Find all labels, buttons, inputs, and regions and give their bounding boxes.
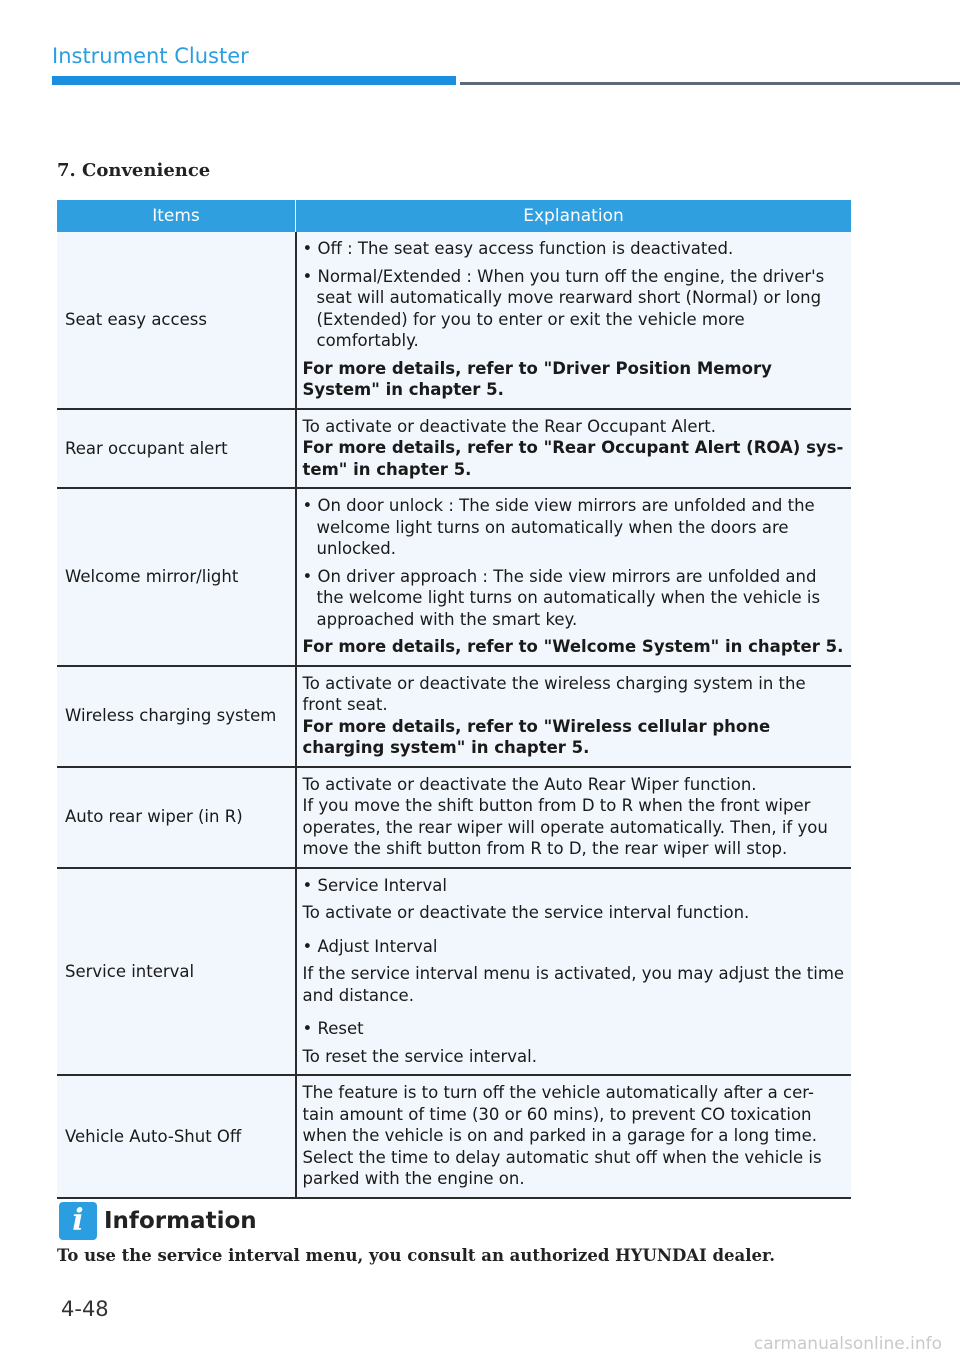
info-title: Information	[104, 1208, 257, 1234]
explanation-text: To activate or deactivate the Auto Rear Wiper function.	[302, 774, 757, 794]
bullet-item: • Adjust Interval	[303, 936, 846, 958]
reference-note: For more details, refer to "Driver Position Memory System" in chapter 5.	[302, 358, 772, 399]
info-icon: i	[59, 1202, 97, 1240]
row-explanation	[296, 666, 852, 767]
row-item-name: Vehicle Auto-Shut Off	[57, 1075, 296, 1198]
table-row	[57, 409, 851, 489]
explanation-text: If the service interval menu is activated, you may adjust the time and distance.	[302, 964, 845, 1005]
row-item-name: Wireless charging system	[57, 666, 296, 767]
table-row	[57, 1075, 851, 1198]
bullet-item: • On door unlock : The side view mirrors are unfolded and the welcome light turns on automatically when the doors are unlocked.	[303, 495, 846, 560]
row-explanation	[296, 1075, 852, 1198]
row-item-name: Seat easy access	[57, 232, 296, 409]
explanation-text: To activate or deactivate the Rear Occupant Alert.	[302, 416, 717, 436]
row-explanation	[296, 232, 852, 409]
convenience-table	[57, 200, 851, 1199]
explanation-text: If you move the shift button from D to R when the front wiper operates, the rear wiper will operate automatically. Then, if you move the shift button from R to D, the rear wiper will stop.	[302, 796, 828, 858]
explanation-text: The feature is to turn off the vehicle automatically after a cer-tain amount of time (30 or 60 mins), to prevent CO toxication when the vehicle is on and parked in a garage for a long time. Select the time to delay automatic shut off when the vehicle is parked with the engine on.	[302, 1083, 822, 1188]
bullet-item: • Off : The seat easy access function is deactivated.	[303, 238, 846, 260]
table-row	[57, 232, 851, 409]
row-item-name: Service interval	[57, 868, 296, 1076]
bullet-item: • Service Interval	[303, 875, 846, 897]
row-explanation	[296, 868, 852, 1076]
column-header-items: Items	[57, 200, 296, 232]
table-row	[57, 666, 851, 767]
header-accent-bar	[52, 76, 456, 85]
row-item-name: Auto rear wiper (in R)	[57, 767, 296, 868]
row-explanation	[296, 409, 852, 489]
info-text: To use the service interval menu, you consult an authorized HYUNDAI dealer.	[57, 1246, 775, 1265]
table-row	[57, 767, 851, 868]
row-item-name: Rear occupant alert	[57, 409, 296, 489]
table-row	[57, 868, 851, 1076]
row-item-name: Welcome mirror/light	[57, 488, 296, 666]
bullet-item: • On driver approach : The side view mirrors are unfolded and the welcome light turns on automatically when the vehicle is approached with the smart key.	[303, 566, 846, 631]
bullet-item: • Normal/Extended : When you turn off the engine, the driver's seat will automatically move rearward short (Normal) or long (Extended) for you to enter or exit the vehicle more comfortably.	[303, 266, 846, 352]
explanation-text: To activate or deactivate the service interval function.	[302, 903, 750, 922]
table-body	[57, 232, 851, 1198]
table-row	[57, 488, 851, 666]
reference-note: For more details, refer to "Rear Occupant Alert (ROA) sys-tem" in chapter 5.	[302, 438, 844, 479]
explanation-text: To activate or deactivate the wireless charging system in the front seat.	[302, 673, 806, 714]
reference-note: For more details, refer to "Wireless cellular phone charging system" in chapter 5.	[302, 716, 771, 757]
watermark: carmanualsonline.info	[753, 1334, 942, 1354]
column-header-explanation: Explanation	[296, 200, 852, 232]
header-divider-line	[460, 82, 960, 85]
section-title: 7. Convenience	[57, 160, 211, 181]
explanation-text: To reset the service interval.	[302, 1046, 537, 1066]
row-explanation	[296, 488, 852, 666]
chapter-title: Instrument Cluster	[52, 44, 249, 68]
page-number: 4-48	[61, 1297, 109, 1321]
row-explanation	[296, 767, 852, 868]
table-header-row	[57, 200, 851, 232]
bullet-item: • Reset	[303, 1018, 846, 1040]
reference-note: For more details, refer to "Welcome System" in chapter 5.	[302, 637, 844, 656]
